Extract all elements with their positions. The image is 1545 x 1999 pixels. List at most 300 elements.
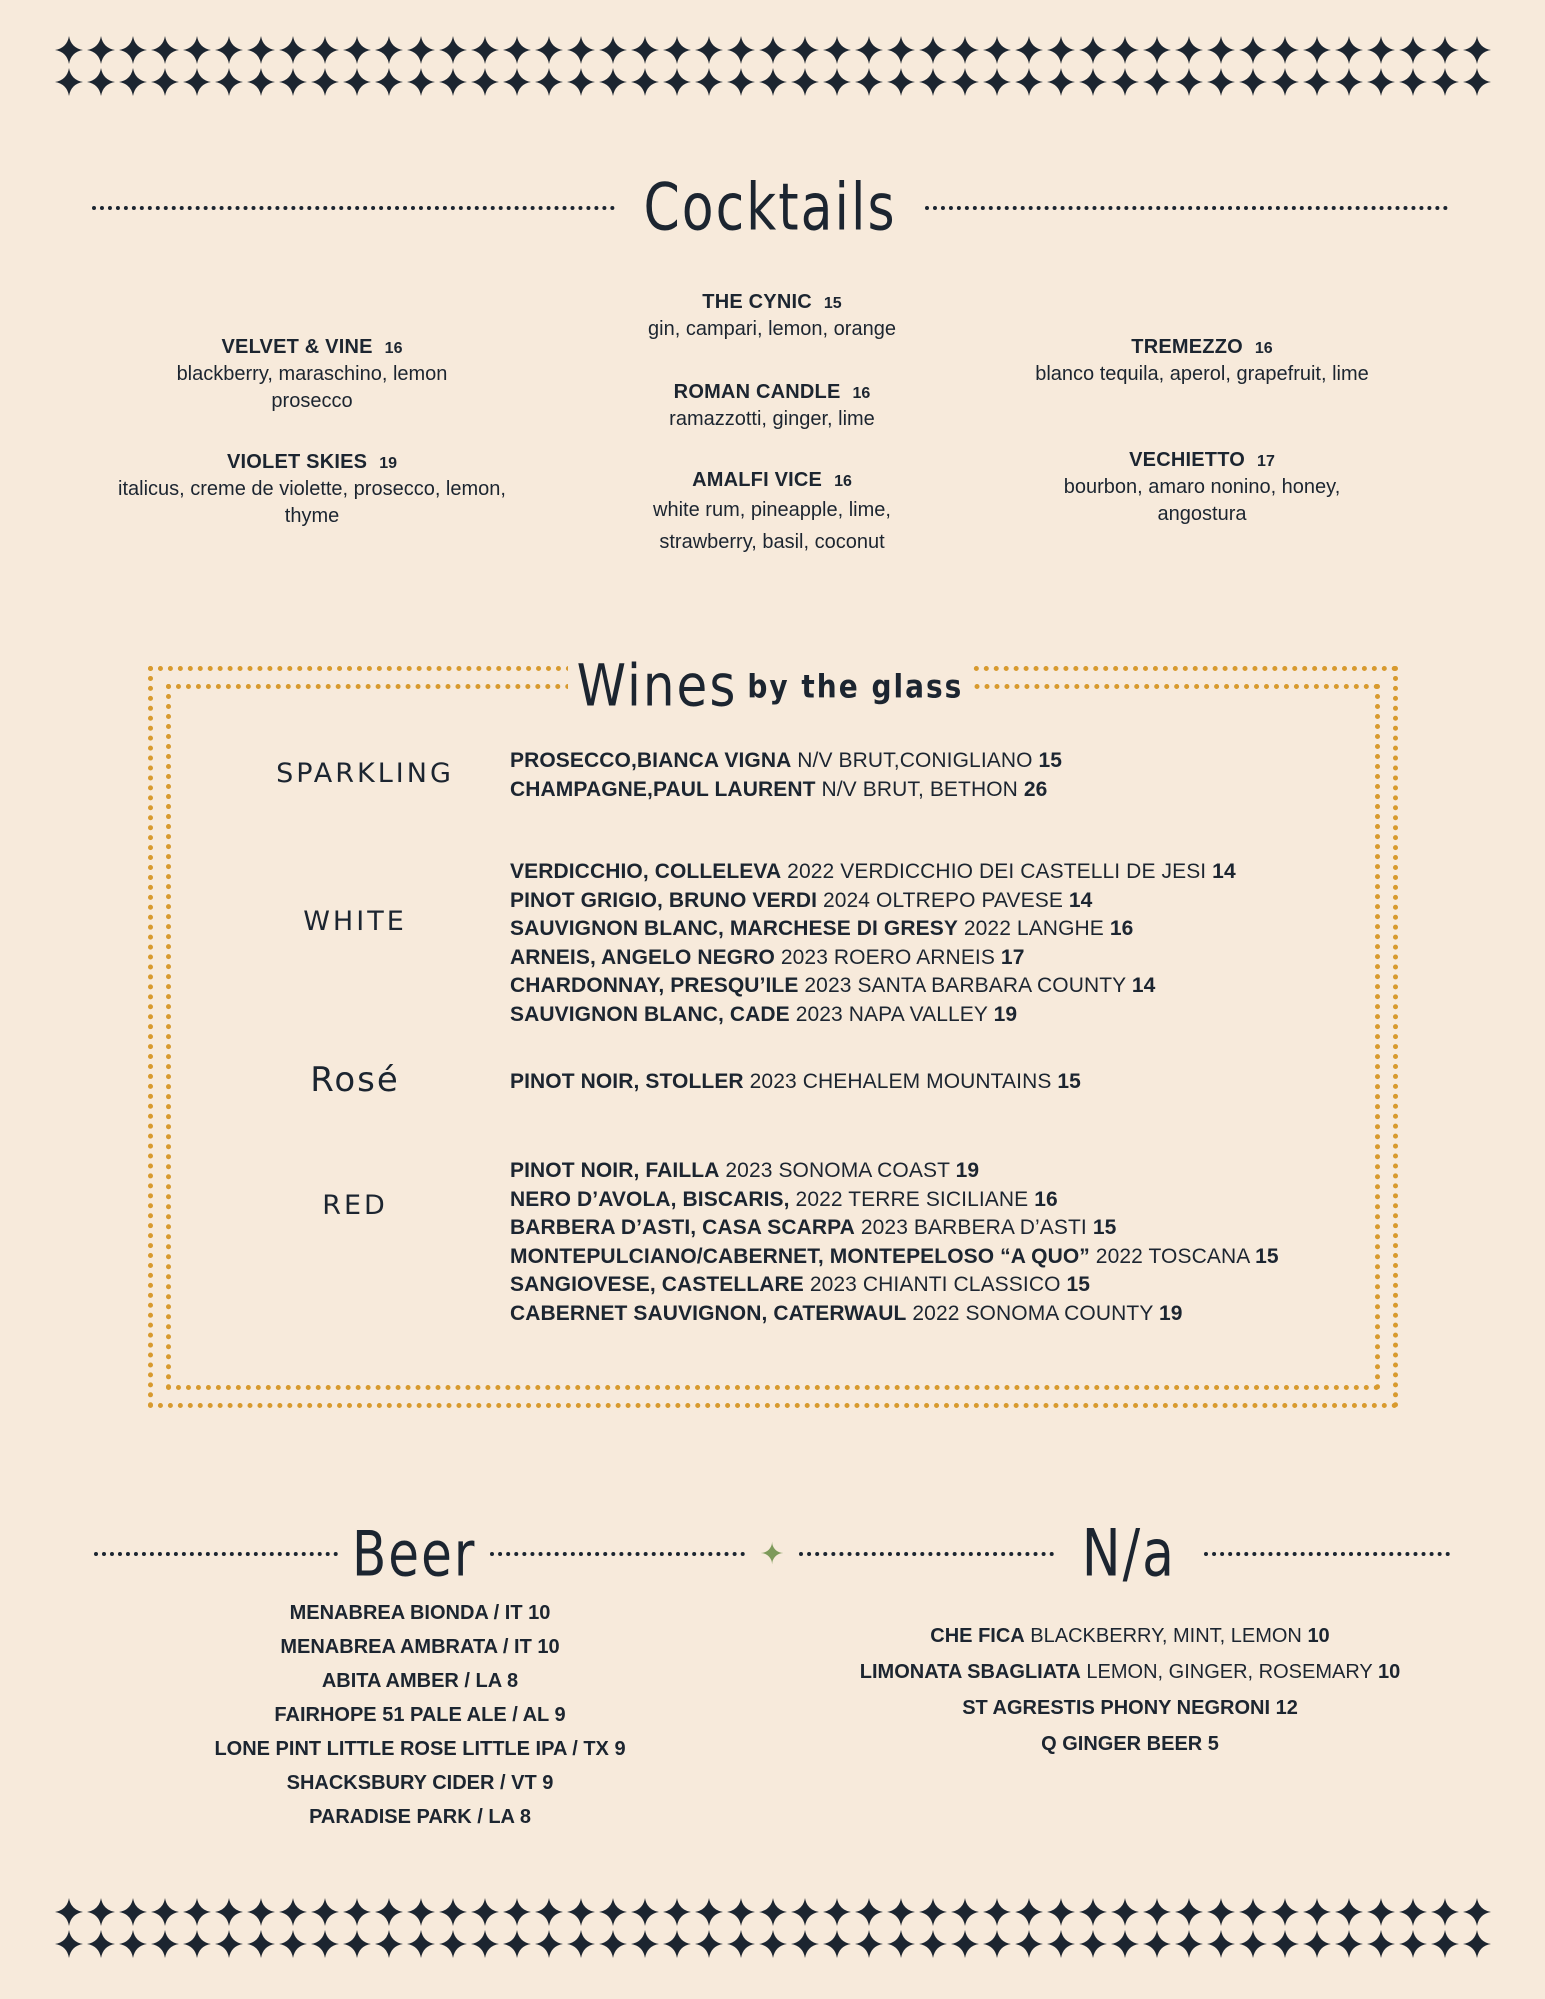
star-icon xyxy=(1109,66,1141,98)
star-icon xyxy=(1045,1928,1077,1960)
cocktail-name: ROMAN CANDLE xyxy=(673,381,841,403)
star-icon xyxy=(1333,34,1365,66)
star-icon xyxy=(181,1928,213,1960)
wine-name: PROSECCO,BIANCA VIGNA xyxy=(510,749,792,772)
star-icon xyxy=(789,1896,821,1928)
star-icon xyxy=(821,34,853,66)
na-list xyxy=(810,1618,1450,1762)
na-title: N/a xyxy=(1081,1516,1177,1592)
star-icon xyxy=(949,1928,981,1960)
star-icon xyxy=(789,66,821,98)
star-icon xyxy=(181,1896,213,1928)
star-icon xyxy=(661,1896,693,1928)
star-icon xyxy=(277,1928,309,1960)
na-name: LIMONATA SBAGLIATA xyxy=(859,1661,1081,1683)
star-icon xyxy=(469,1928,501,1960)
star-icon xyxy=(53,66,85,98)
wine-name: SAUVIGNON BLANC, CADE xyxy=(510,1002,790,1026)
star-icon xyxy=(1333,66,1365,98)
na-name: ST AGRESTIS PHONY NEGRONI 12 xyxy=(962,1697,1298,1719)
star-icon xyxy=(1205,66,1237,98)
divider xyxy=(490,1552,745,1556)
star-icon xyxy=(1429,1928,1461,1960)
star-icon xyxy=(373,1928,405,1960)
wine-detail: 2023 CHEHALEM MOUNTAINS xyxy=(743,1070,1058,1093)
star-icon xyxy=(949,34,981,66)
wine-detail: 2023 CHIANTI CLASSICO xyxy=(803,1273,1067,1296)
wine-detail: 2023 SONOMA COAST xyxy=(719,1159,956,1182)
category-sparkling: SPARKLING xyxy=(276,758,454,789)
divider xyxy=(94,1552,338,1556)
wine-detail: 2023 BARBERA D’ASTI xyxy=(854,1216,1093,1239)
star-icon xyxy=(1269,34,1301,66)
wine-name: PINOT NOIR, FAILLA xyxy=(510,1159,720,1182)
wine-line xyxy=(510,1186,1279,1215)
star-icon xyxy=(725,1928,757,1960)
wine-price: 19 xyxy=(955,1159,980,1182)
star-icon xyxy=(405,1896,437,1928)
star-icon xyxy=(757,66,789,98)
star-icon xyxy=(1429,1896,1461,1928)
star-icon xyxy=(1141,1928,1173,1960)
beer-item: FAIRHOPE 51 PALE ALE / AL 9 xyxy=(274,1704,566,1726)
star-icon xyxy=(341,66,373,98)
wine-detail: 2022 LANGHE xyxy=(957,917,1110,940)
cocktail-name: TREMEZZO xyxy=(1131,336,1243,358)
wine-name: ARNEIS, ANGELO NEGRO xyxy=(510,945,775,969)
wine-detail: 2024 OLTREPO PAVESE xyxy=(817,888,1069,912)
star-icon xyxy=(1109,1896,1141,1928)
cocktail-item xyxy=(102,336,522,415)
wine-price: 14 xyxy=(1131,974,1156,997)
cocktail-desc: italicus, creme de violette, prosecco, lemon, thyme xyxy=(118,478,506,527)
star-icon xyxy=(1173,1928,1205,1960)
wine-name: CABERNET SAUVIGNON, CATERWAUL xyxy=(510,1301,907,1325)
na-name: CHE FICA xyxy=(930,1625,1025,1647)
beer-na-header xyxy=(94,1516,1450,1592)
star-icon xyxy=(693,1896,725,1928)
star-icon xyxy=(725,34,757,66)
star-icon xyxy=(1461,1928,1493,1960)
star-icon xyxy=(309,1896,341,1928)
cocktail-item xyxy=(992,336,1412,388)
star-icon xyxy=(1333,1928,1365,1960)
star-icon xyxy=(117,34,149,66)
star-icon xyxy=(1045,66,1077,98)
star-icon xyxy=(1077,1896,1109,1928)
star-icon xyxy=(405,34,437,66)
star-icon xyxy=(917,34,949,66)
star-icon xyxy=(1141,66,1173,98)
star-icon xyxy=(821,1928,853,1960)
wine-detail: N/V BRUT, BETHON xyxy=(815,777,1024,801)
cocktail-desc: gin, campari, lemon, orange xyxy=(648,318,896,340)
star-icon xyxy=(1237,1896,1269,1928)
star-icon xyxy=(693,1928,725,1960)
star-icon xyxy=(213,34,245,66)
cocktail-price: 15 xyxy=(823,295,842,312)
beer-item: MENABREA AMBRATA / IT 10 xyxy=(280,1636,560,1658)
star-icon xyxy=(1077,34,1109,66)
beer-title: Beer xyxy=(352,1517,477,1591)
star-icon xyxy=(533,34,565,66)
cocktail-name: VECHIETTO xyxy=(1129,449,1246,471)
star-icon xyxy=(1269,1928,1301,1960)
star-icon xyxy=(117,1928,149,1960)
divider xyxy=(799,1552,1054,1556)
wine-line xyxy=(510,1300,1279,1329)
wine-name: BARBERA D’ASTI, CASA SCARPA xyxy=(510,1216,855,1239)
wine-list-sparkling xyxy=(510,747,1062,804)
star-icon xyxy=(533,1896,565,1928)
star-icon xyxy=(405,1928,437,1960)
cocktail-name: VELVET & VINE xyxy=(221,336,373,358)
star-icon xyxy=(597,1928,629,1960)
wine-detail: 2022 SONOMA COUNTY xyxy=(906,1301,1159,1325)
star-icon xyxy=(437,1896,469,1928)
wine-name: MONTEPULCIANO/CABERNET, MONTEPELOSO “A QUO” xyxy=(510,1244,1090,1268)
category-white: WHITE xyxy=(303,906,407,937)
star-icon xyxy=(1205,1928,1237,1960)
wine-name: CHARDONNAY, PRESQU’ILE xyxy=(510,974,799,997)
na-item xyxy=(810,1690,1450,1726)
beer-item: LONE PINT LITTLE ROSE LITTLE IPA / TX 9 xyxy=(214,1738,626,1760)
star-icon xyxy=(245,34,277,66)
star-icon xyxy=(1429,66,1461,98)
na-item xyxy=(810,1618,1450,1654)
star-row xyxy=(53,1896,1493,1928)
star-icon xyxy=(181,34,213,66)
wine-detail: 2023 SANTA BARBARA COUNTY xyxy=(798,974,1132,997)
star-icon xyxy=(981,66,1013,98)
star-icon xyxy=(629,1896,661,1928)
star-icon xyxy=(1301,1928,1333,1960)
star-icon xyxy=(1237,66,1269,98)
star-icon xyxy=(1205,34,1237,66)
star-icon xyxy=(949,66,981,98)
sparkle-icon: ✦ xyxy=(759,1537,785,1571)
wine-price: 14 xyxy=(1212,860,1236,883)
star-icon xyxy=(85,66,117,98)
star-icon xyxy=(789,34,821,66)
cocktails-header xyxy=(92,170,1448,246)
star-icon xyxy=(181,66,213,98)
cocktail-desc: blanco tequila, aperol, grapefruit, lime xyxy=(1035,363,1369,385)
wine-price: 15 xyxy=(1038,749,1063,772)
star-icon xyxy=(341,1896,373,1928)
star-icon xyxy=(85,1896,117,1928)
star-icon xyxy=(757,1928,789,1960)
cocktail-item xyxy=(102,451,522,530)
star-icon xyxy=(661,34,693,66)
star-icon xyxy=(53,1928,85,1960)
star-icon xyxy=(437,34,469,66)
wine-name: CHAMPAGNE,PAUL LAURENT xyxy=(510,777,816,801)
star-icon xyxy=(1077,1928,1109,1960)
cocktail-desc: bourbon, amaro nonino, honey, angostura xyxy=(1063,476,1341,525)
star-icon xyxy=(1333,1896,1365,1928)
star-icon xyxy=(853,1928,885,1960)
star-icon xyxy=(533,1928,565,1960)
star-icon xyxy=(245,1928,277,1960)
cocktail-item xyxy=(992,449,1412,528)
star-icon xyxy=(245,1896,277,1928)
wine-list-red xyxy=(510,1157,1279,1328)
star-icon xyxy=(405,66,437,98)
star-icon xyxy=(565,66,597,98)
star-icon xyxy=(373,34,405,66)
wine-name: VERDICCHIO, COLLELEVA xyxy=(510,860,782,883)
wines-header xyxy=(568,648,972,724)
wine-name: PINOT NOIR, STOLLER xyxy=(510,1070,744,1093)
star-icon xyxy=(1013,1896,1045,1928)
wine-line xyxy=(510,972,1236,1001)
star-icon xyxy=(1397,66,1429,98)
wine-name: SANGIOVESE, CASTELLARE xyxy=(510,1273,804,1296)
wine-price: 16 xyxy=(1034,1187,1058,1211)
cocktails-title: Cocktails xyxy=(643,170,897,246)
wine-price: 15 xyxy=(1057,1070,1081,1093)
star-row xyxy=(53,66,1493,98)
wine-detail: 2022 VERDICCHIO DEI CASTELLI DE JESI xyxy=(781,860,1213,883)
star-icon xyxy=(309,1928,341,1960)
star-icon xyxy=(629,66,661,98)
wine-price: 17 xyxy=(1000,945,1025,969)
wine-price: 16 xyxy=(1109,917,1134,940)
wine-detail: N/V BRUT,CONIGLIANO xyxy=(791,749,1039,772)
wine-line xyxy=(510,915,1236,944)
star-icon xyxy=(1013,34,1045,66)
cocktail-name: VIOLET SKIES xyxy=(227,451,368,473)
star-icon xyxy=(1237,34,1269,66)
star-icon xyxy=(85,1928,117,1960)
star-icon xyxy=(1429,34,1461,66)
na-item xyxy=(810,1654,1450,1690)
beer-item: ABITA AMBER / LA 8 xyxy=(321,1670,519,1692)
star-icon xyxy=(341,1928,373,1960)
star-icon xyxy=(1301,1896,1333,1928)
star-icon xyxy=(597,34,629,66)
star-icon xyxy=(1173,1896,1205,1928)
star-icon xyxy=(629,34,661,66)
wine-price: 19 xyxy=(993,1002,1018,1026)
star-icon xyxy=(1397,34,1429,66)
category-rose: Rosé xyxy=(310,1060,400,1100)
wine-line xyxy=(510,1001,1236,1030)
star-icon xyxy=(277,34,309,66)
cocktail-name: THE CYNIC xyxy=(702,291,812,313)
star-icon xyxy=(373,66,405,98)
wine-price: 26 xyxy=(1023,777,1048,801)
wine-name: SAUVIGNON BLANC, MARCHESE DI GRESY xyxy=(510,917,958,940)
star-icon xyxy=(1013,66,1045,98)
bottom-star-border xyxy=(0,1896,1545,1960)
na-detail: LEMON, GINGER, ROSEMARY xyxy=(1080,1661,1378,1683)
star-icon xyxy=(1365,1928,1397,1960)
star-icon xyxy=(885,1896,917,1928)
star-icon xyxy=(1141,34,1173,66)
wine-line xyxy=(510,944,1236,973)
star-icon xyxy=(725,1896,757,1928)
star-icon xyxy=(757,34,789,66)
wine-line xyxy=(510,858,1236,887)
star-icon xyxy=(309,34,341,66)
star-icon xyxy=(597,66,629,98)
star-icon xyxy=(1237,1928,1269,1960)
category-red: RED xyxy=(322,1190,388,1221)
star-icon xyxy=(1173,34,1205,66)
star-icon xyxy=(853,1896,885,1928)
star-icon xyxy=(85,34,117,66)
beer-item: PARADISE PARK / LA 8 xyxy=(309,1806,531,1828)
cocktail-desc: blackberry, maraschino, lemon prosecco xyxy=(176,363,448,412)
star-icon xyxy=(1141,1896,1173,1928)
star-icon xyxy=(53,34,85,66)
cocktail-item xyxy=(562,381,982,433)
star-icon xyxy=(757,1896,789,1928)
star-icon xyxy=(469,66,501,98)
wine-line xyxy=(510,1214,1279,1243)
star-icon xyxy=(245,66,277,98)
wine-detail: 2022 TOSCANA xyxy=(1089,1244,1256,1268)
star-icon xyxy=(885,34,917,66)
cocktail-price: 16 xyxy=(852,385,871,402)
star-row xyxy=(53,34,1493,66)
star-icon xyxy=(949,1896,981,1928)
star-icon xyxy=(693,66,725,98)
star-icon xyxy=(725,66,757,98)
wine-line xyxy=(510,1157,1279,1186)
wine-price: 19 xyxy=(1159,1301,1183,1325)
star-icon xyxy=(693,34,725,66)
wine-price: 15 xyxy=(1255,1244,1279,1268)
star-icon xyxy=(1205,1896,1237,1928)
cocktail-price: 16 xyxy=(384,340,403,357)
star-icon xyxy=(501,1928,533,1960)
star-icon xyxy=(661,1928,693,1960)
na-price: 10 xyxy=(1377,1661,1401,1683)
star-icon xyxy=(853,34,885,66)
star-icon xyxy=(533,66,565,98)
cocktail-price: 16 xyxy=(834,473,852,490)
star-icon xyxy=(53,1896,85,1928)
star-icon xyxy=(981,1928,1013,1960)
star-icon xyxy=(1109,34,1141,66)
star-icon xyxy=(117,1896,149,1928)
star-icon xyxy=(1269,1896,1301,1928)
star-icon xyxy=(277,1896,309,1928)
star-icon xyxy=(213,1896,245,1928)
wine-price: 15 xyxy=(1092,1216,1117,1239)
beer-list xyxy=(130,1596,710,1834)
star-icon xyxy=(917,66,949,98)
star-icon xyxy=(1365,34,1397,66)
star-icon xyxy=(1301,66,1333,98)
cocktail-item xyxy=(562,469,982,558)
star-icon xyxy=(213,66,245,98)
wine-list-white xyxy=(510,858,1236,1029)
cocktail-name: AMALFI VICE xyxy=(692,469,823,491)
star-icon xyxy=(981,34,1013,66)
star-icon xyxy=(501,66,533,98)
wine-line xyxy=(510,776,1062,805)
star-icon xyxy=(1301,34,1333,66)
cocktail-price: 19 xyxy=(379,455,397,472)
star-icon xyxy=(373,1896,405,1928)
star-icon xyxy=(1109,1928,1141,1960)
star-icon xyxy=(853,66,885,98)
star-icon xyxy=(117,66,149,98)
star-icon xyxy=(149,1928,181,1960)
wine-price: 14 xyxy=(1068,888,1093,912)
star-icon xyxy=(309,66,341,98)
star-icon xyxy=(341,34,373,66)
star-icon xyxy=(1045,1896,1077,1928)
star-icon xyxy=(149,66,181,98)
divider xyxy=(92,206,615,210)
cocktail-price: 16 xyxy=(1254,340,1273,357)
divider xyxy=(1204,1552,1450,1556)
divider xyxy=(925,206,1448,210)
star-icon xyxy=(1269,66,1301,98)
beer-item: SHACKSBURY CIDER / VT 9 xyxy=(286,1772,554,1794)
star-icon xyxy=(149,1896,181,1928)
star-icon xyxy=(437,66,469,98)
na-detail: BLACKBERRY, MINT, LEMON xyxy=(1024,1625,1308,1647)
star-icon xyxy=(469,1896,501,1928)
star-icon xyxy=(1013,1928,1045,1960)
cocktail-desc: ramazzotti, ginger, lime xyxy=(669,408,875,430)
wine-price: 15 xyxy=(1066,1273,1091,1296)
star-icon xyxy=(149,34,181,66)
cocktail-item xyxy=(562,291,982,343)
top-star-border xyxy=(0,34,1545,98)
wine-line xyxy=(510,1271,1279,1300)
star-icon xyxy=(277,66,309,98)
wine-list-rose xyxy=(510,1068,1081,1097)
star-icon xyxy=(1461,34,1493,66)
star-icon xyxy=(1461,66,1493,98)
wine-name: PINOT GRIGIO, BRUNO VERDI xyxy=(510,888,818,912)
wine-detail: 2023 NAPA VALLEY xyxy=(789,1002,994,1026)
star-icon xyxy=(661,66,693,98)
star-icon xyxy=(885,1928,917,1960)
star-icon xyxy=(501,1896,533,1928)
star-icon xyxy=(501,34,533,66)
wine-detail: 2022 TERRE SICILIANE xyxy=(789,1187,1035,1211)
star-icon xyxy=(821,66,853,98)
star-icon xyxy=(1077,66,1109,98)
star-icon xyxy=(789,1928,821,1960)
wine-line xyxy=(510,1068,1081,1097)
star-icon xyxy=(821,1896,853,1928)
star-row xyxy=(53,1928,1493,1960)
beer-item: MENABREA BIONDA / IT 10 xyxy=(289,1602,551,1624)
star-icon xyxy=(565,1928,597,1960)
star-icon xyxy=(437,1928,469,1960)
star-icon xyxy=(885,66,917,98)
star-icon xyxy=(981,1896,1013,1928)
wine-name: NERO D’AVOLA, BISCARIS, xyxy=(510,1187,790,1211)
na-name: Q GINGER BEER 5 xyxy=(1041,1733,1219,1755)
star-icon xyxy=(565,1896,597,1928)
star-icon xyxy=(469,34,501,66)
cocktail-price: 17 xyxy=(1257,453,1275,470)
star-icon xyxy=(213,1928,245,1960)
star-icon xyxy=(1461,1896,1493,1928)
cocktail-desc: white rum, pineapple, lime, strawberry, basil, coconut xyxy=(653,499,891,553)
star-icon xyxy=(1365,1896,1397,1928)
